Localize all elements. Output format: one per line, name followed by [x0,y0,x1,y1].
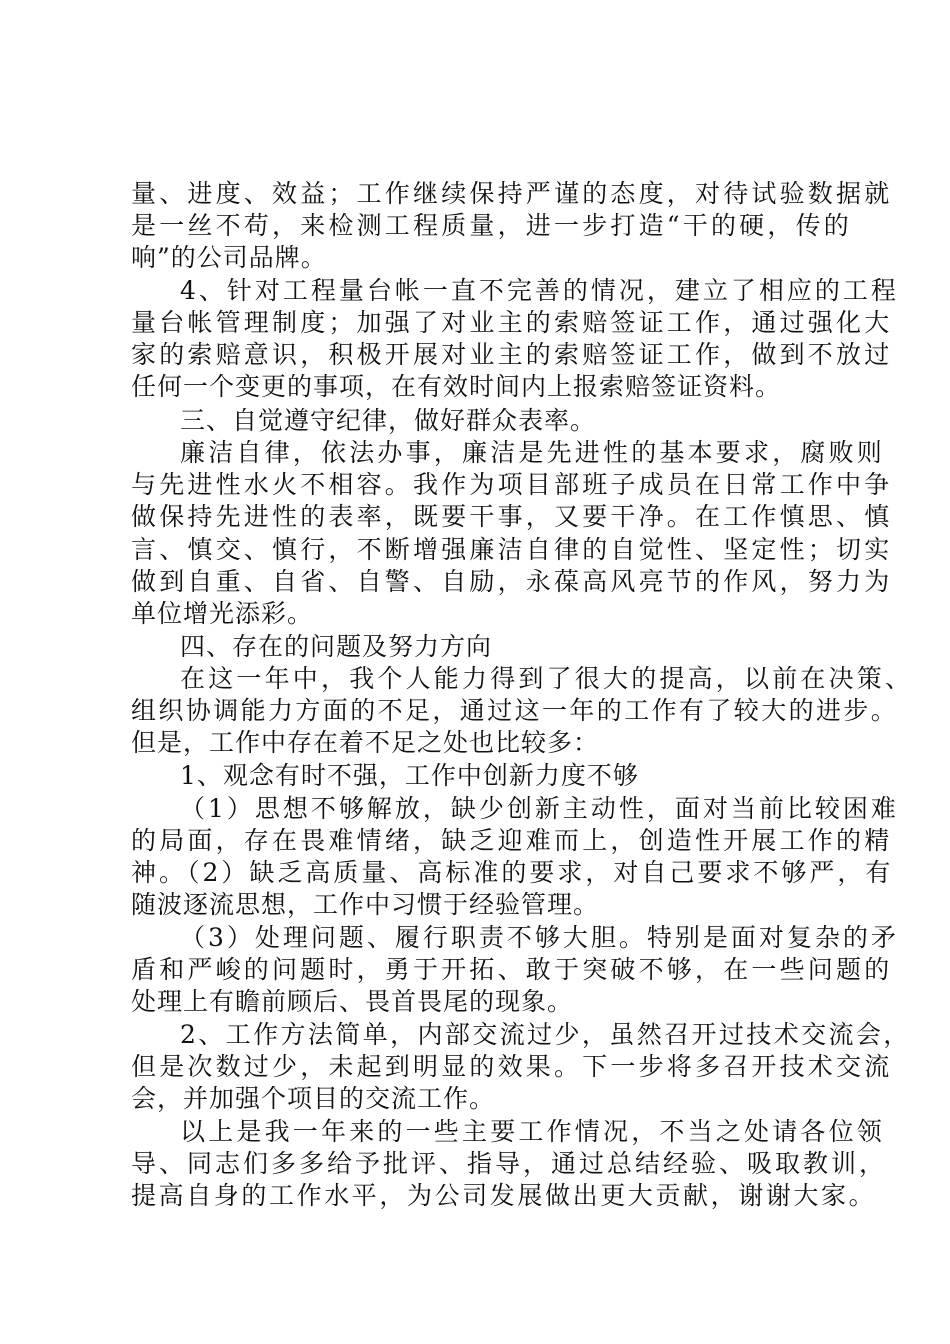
text-line: 做保持先进性的表率，既要干事，又要干净。在工作慎思、慎 [131,502,893,531]
text-line: 但是，工作中存在着不足之处也比较多： [131,728,600,757]
text-line: 组织协调能力方面的不足，通过这一年的工作有了较大的进步。 [131,696,899,725]
text-line: 做到自重、自省、自警、自励，永葆高风亮节的作风，努力为 [131,567,893,596]
text-line: （3）处理问题、履行职责不够大胆。特别是面对复杂的矛 [180,923,899,952]
text-line: 量台帐管理制度；加强了对业主的索赔签证工作，通过强化大 [131,308,893,337]
text-line: 在这一年中，我个人能力得到了很大的提高，以前在决策、 [180,664,914,693]
section-heading: 三、自觉遵守纪律，做好群众表率。 [180,406,597,435]
text-line: 量、进度、效益；工作继续保持严谨的态度，对待试验数据就 [131,179,893,208]
text-line: 处理上有瞻前顾后、畏首畏尾的现象。 [131,987,574,1016]
text-line: 随波逐流思想，工作中习惯于经验管理。 [131,890,600,919]
text-line: 单位增光添彩。 [131,599,314,628]
text-line: 以上是我一年来的一些主要工作情况，不当之处请各位领 [180,1117,886,1146]
text-line: 盾和严峻的问题时，勇于开拓、敢于突破不够，在一些问题的 [131,955,893,984]
text-line: 廉洁自律，依法办事，廉洁是先进性的基本要求，腐败则 [180,438,886,467]
text-line: 的局面，存在畏难情绪，缺乏迎难而上，创造性开展工作的精 [131,826,893,855]
list-item-heading: 1、观念有时不强，工作中创新力度不够 [180,761,639,790]
text-line: 提高自身的工作水平，为公司发展做出更大贡献，谢谢大家。 [131,1181,877,1210]
text-line: 4、针对工程量台帐一直不完善的情况，建立了相应的工程 [180,276,899,305]
section-heading: 四、存在的问题及努力方向 [180,632,493,661]
text-line: （1）思想不够解放，缺少创新主动性，面对当前比较困难 [180,794,899,823]
text-line: 导、同志们多多给予批评、指导，通过总结经验、吸取教训， [131,1149,888,1178]
text-line: 但是次数过少，未起到明显的效果。下一步将多召开技术交流 [131,1052,893,1081]
text-line: 言、慎交、慎行，不断增强廉洁自律的自觉性、坚定性；切实 [131,535,893,564]
text-line: 是一丝不苟，来检测工程质量，进一步打造“干的硬，传的 [131,211,852,240]
text-line: 会，并加强个项目的交流工作。 [131,1084,496,1113]
text-line: 与先进性水火不相容。我作为项目部班子成员在日常工作中争 [131,470,893,499]
text-line: 响”的公司品牌。 [131,243,327,272]
text-line: 任何一个变更的事项，在有效时间内上报索赔签证资料。 [131,372,782,401]
text-line: 神。（2）缺乏高质量、高标准的要求，对自己要求不够严，有 [131,858,894,887]
text-line: 家的索赔意识，积极开展对业主的索赔签证工作，做到不放过 [131,340,893,369]
text-line: 2、工作方法简单，内部交流过少，虽然召开过技术交流会， [180,1020,911,1049]
